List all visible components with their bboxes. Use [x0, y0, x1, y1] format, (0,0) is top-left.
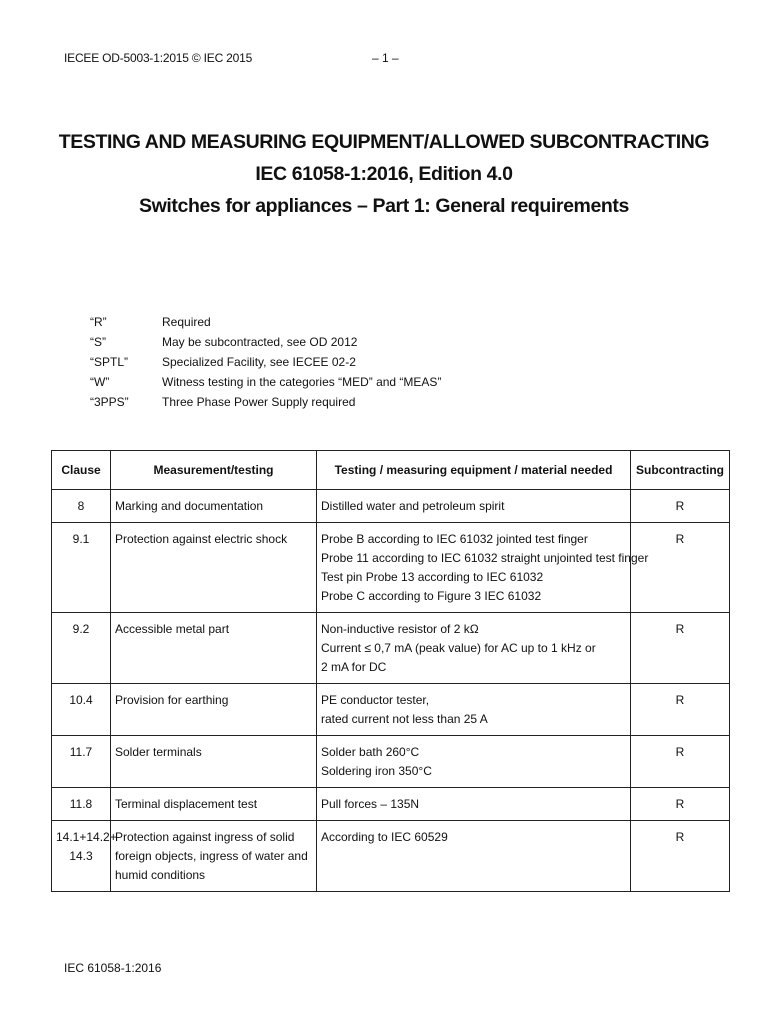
equipment-line: Distilled water and petroleum spirit — [321, 499, 505, 513]
clause-cell: 11.8 — [52, 788, 111, 821]
measurement-cell: Marking and documentation — [111, 490, 317, 523]
clause-cell: 8 — [52, 490, 111, 523]
equipment-cell — [317, 490, 631, 523]
legend-description: May be subcontracted, see OD 2012 — [162, 335, 358, 349]
legend-key: “3PPS” — [90, 395, 129, 409]
equipment-line: According to IEC 60529 — [321, 830, 448, 844]
legend-description: Specialized Facility, see IECEE 02-2 — [162, 355, 356, 369]
equipment-cell — [317, 523, 649, 613]
legend-description: Required — [162, 315, 211, 329]
clause-cell: 10.4 — [52, 684, 111, 736]
legend-description: Three Phase Power Supply required — [162, 395, 356, 409]
legend-description: Witness testing in the categories “MED” and “MEAS” — [162, 375, 442, 389]
table-header-row — [52, 451, 730, 490]
legend-row — [90, 332, 441, 352]
equipment-line: PE conductor tester, — [321, 693, 430, 707]
title-block — [0, 126, 768, 222]
subcontracting-cell: R — [631, 684, 730, 736]
clause-cell: 9.2 — [52, 613, 111, 684]
column-header-equipment: Testing / measuring equipment / material needed — [317, 451, 631, 490]
legend-row — [90, 352, 441, 372]
equipment-line: Probe B according to IEC 61032 jointed test finger — [321, 532, 588, 546]
header-document-id: IECEE OD-5003-1:2015 © IEC 2015 — [64, 51, 253, 65]
table-row — [52, 821, 730, 892]
measurement-cell: Provision for earthing — [111, 684, 317, 736]
table-row — [52, 736, 730, 788]
legend-row — [90, 312, 441, 332]
equipment-cell — [317, 736, 631, 788]
measurement-cell: Protection against ingress of solid foreign objects, ingress of water and humid conditions — [111, 821, 317, 892]
footer-standard-id: IEC 61058-1:2016 — [64, 961, 162, 975]
column-header-measurement: Measurement/testing — [111, 451, 317, 490]
measurement-cell: Accessible metal part — [111, 613, 317, 684]
table-row — [52, 523, 730, 613]
equipment-line: Probe 11 according to IEC 61032 straight unjointed test finger — [321, 551, 649, 565]
subcontracting-cell: R — [631, 613, 730, 684]
equipment-line: Probe C according to Figure 3 IEC 61032 — [321, 589, 542, 603]
standard-title: IEC 61058-1:2016, Edition 4.0 — [255, 163, 513, 185]
subcontracting-cell: R — [631, 821, 730, 892]
table-row — [52, 613, 730, 684]
legend-key: “R” — [90, 315, 107, 329]
table-row — [52, 684, 730, 736]
measurement-cell: Terminal displacement test — [111, 788, 317, 821]
column-header-clause: Clause — [52, 451, 111, 490]
equipment-line: rated current not less than 25 A — [321, 712, 488, 726]
subcontracting-cell: R — [631, 736, 730, 788]
equipment-line: Solder bath 260°C — [321, 745, 420, 759]
legend-key: “S” — [90, 335, 106, 349]
legend-row — [90, 392, 441, 412]
clause-cell: 9.1 — [52, 523, 111, 613]
standard-subtitle: Switches for appliances – Part 1: General requirements — [139, 195, 629, 217]
legend-key: “W” — [90, 375, 110, 389]
table-row — [52, 788, 730, 821]
subcontracting-cell: R — [631, 788, 730, 821]
legend — [90, 312, 441, 412]
equipment-line: Pull forces – 135N — [321, 797, 420, 811]
subcontracting-cell: R — [631, 490, 730, 523]
measurement-cell: Protection against electric shock — [111, 523, 317, 613]
equipment-line: 2 mA for DC — [321, 660, 387, 674]
equipment-cell — [317, 821, 631, 892]
clause-cell: 11.7 — [52, 736, 111, 788]
equipment-line: Soldering iron 350°C — [321, 764, 432, 778]
measurement-cell: Solder terminals — [111, 736, 317, 788]
requirements-table — [51, 450, 730, 892]
legend-key: “SPTL” — [90, 355, 129, 369]
legend-row — [90, 372, 441, 392]
main-title: TESTING AND MEASURING EQUIPMENT/ALLOWED SUBCONTRACTING — [58, 131, 710, 153]
equipment-cell — [317, 684, 631, 736]
equipment-line: Non-inductive resistor of 2 kΩ — [321, 622, 479, 636]
equipment-line: Current ≤ 0,7 mA (peak value) for AC up to 1 kHz or — [321, 641, 596, 655]
equipment-line: Test pin Probe 13 according to IEC 61032 — [321, 570, 544, 584]
column-header-subcontracting: Subcontracting — [631, 451, 730, 490]
equipment-cell — [317, 613, 631, 684]
page-number: – 1 – — [372, 51, 399, 65]
clause-cell: 14.1+14.2+ 14.3 — [52, 821, 111, 892]
table-row — [52, 490, 730, 523]
equipment-cell — [317, 788, 631, 821]
subcontracting-cell: R — [631, 523, 730, 613]
